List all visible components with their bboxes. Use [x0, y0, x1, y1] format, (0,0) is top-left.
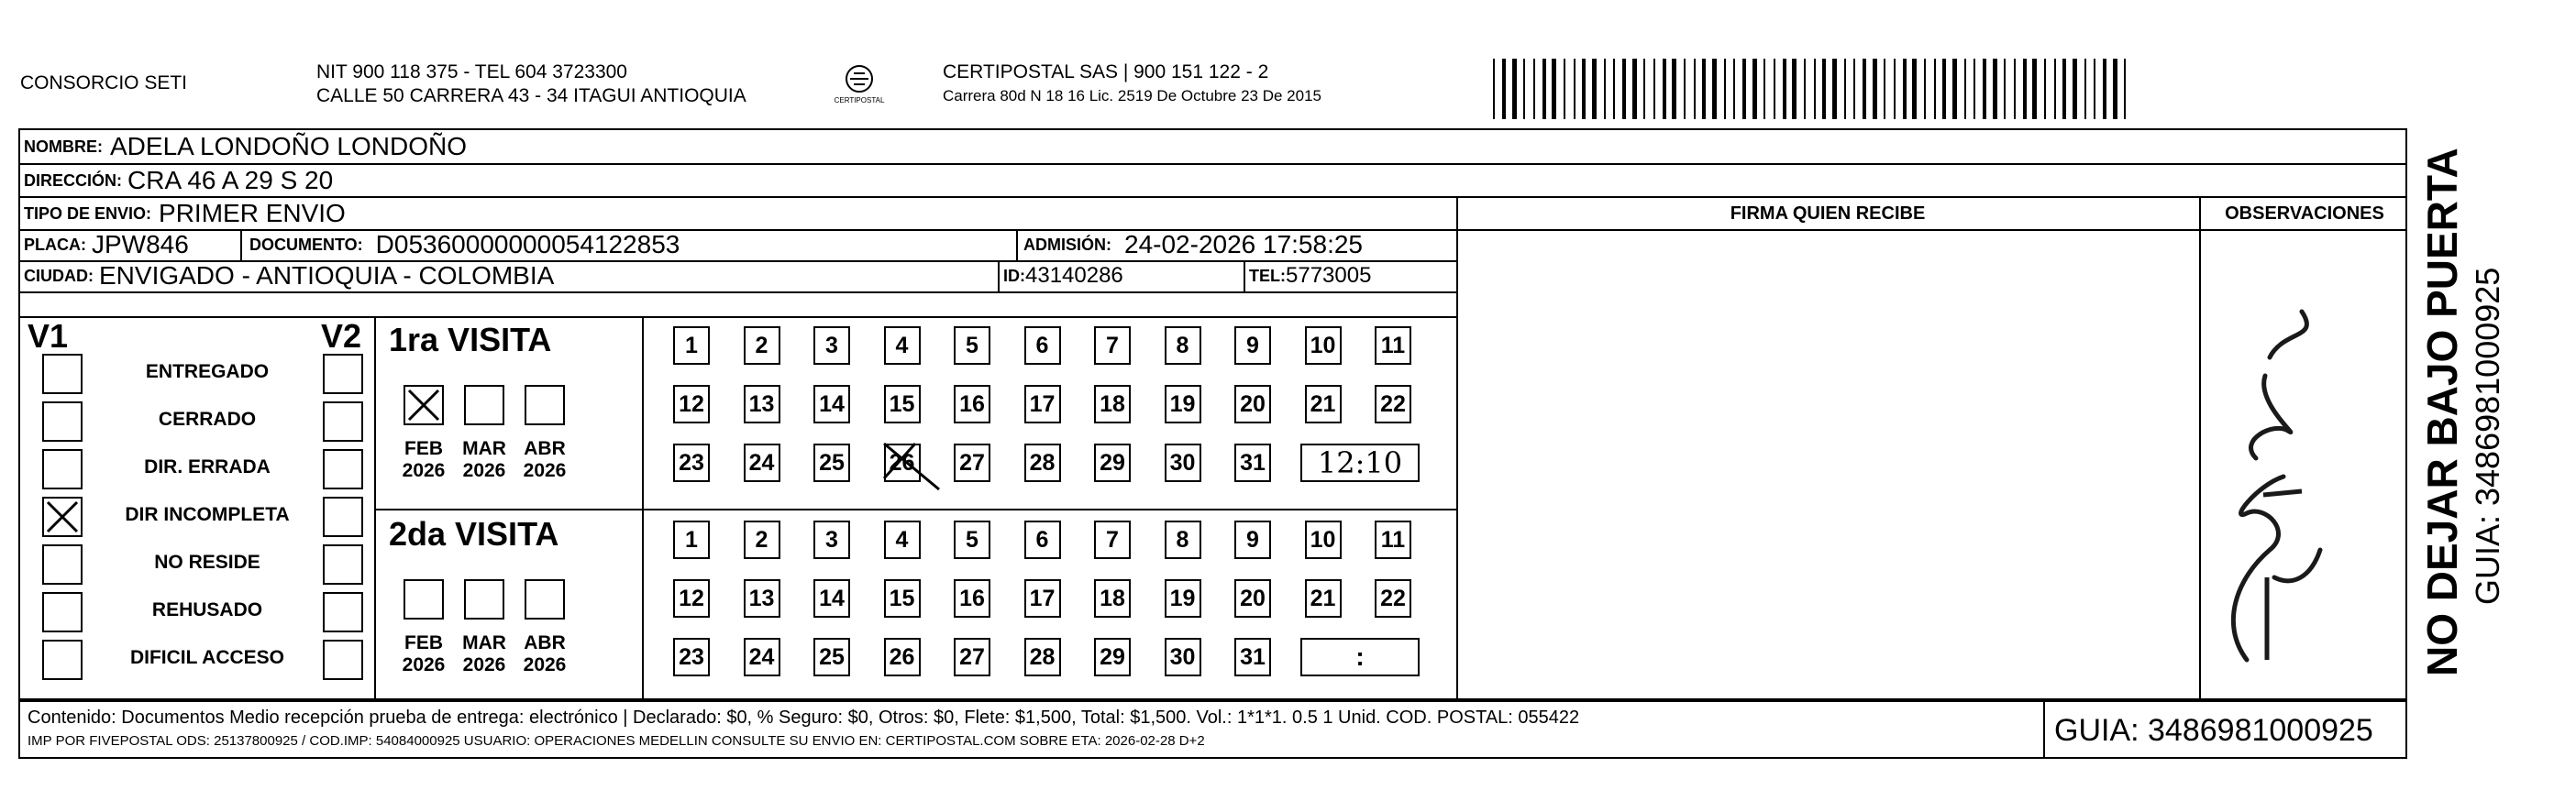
- month-label: MAR 2026: [462, 632, 506, 675]
- day-box[interactable]: 20: [1234, 579, 1271, 618]
- month-checkbox[interactable]: [464, 579, 504, 620]
- day-box[interactable]: 4: [884, 521, 921, 559]
- day-box[interactable]: 10: [1305, 326, 1342, 365]
- day-box[interactable]: 25: [813, 444, 850, 482]
- day-box[interactable]: 16: [954, 579, 990, 618]
- day-box[interactable]: 2: [744, 521, 780, 559]
- visit-title: 1ra VISITA: [389, 321, 552, 358]
- nit-line: NIT 900 118 375 - TEL 604 3723300: [316, 61, 627, 82]
- signature: [2183, 275, 2348, 678]
- day-box[interactable]: 1: [673, 326, 710, 365]
- placa-label: PLACA:: [24, 235, 86, 254]
- day-box[interactable]: 8: [1165, 326, 1201, 365]
- day-box[interactable]: 5: [954, 326, 990, 365]
- status-label: DIR. ERRADA: [144, 456, 271, 477]
- status-label: REHUSADO: [151, 599, 263, 620]
- day-box[interactable]: 13: [744, 579, 780, 618]
- month-label: MAR 2026: [462, 438, 506, 481]
- day-box[interactable]: 26: [884, 638, 921, 676]
- day-box[interactable]: 6: [1024, 521, 1061, 559]
- day-box[interactable]: 18: [1094, 385, 1131, 423]
- v1-checkbox[interactable]: [42, 592, 83, 632]
- day-box[interactable]: 13: [744, 385, 780, 423]
- day-box[interactable]: 15: [884, 579, 921, 618]
- status-label: DIFICIL ACCESO: [129, 647, 284, 668]
- direccion-value: CRA 46 A 29 S 20: [127, 166, 334, 194]
- tel-cell: [1249, 260, 1371, 291]
- admision-label: ADMISIÓN:: [1023, 235, 1111, 254]
- day-box[interactable]: 10: [1305, 521, 1342, 559]
- day-box[interactable]: 22: [1375, 579, 1411, 618]
- day-box[interactable]: 14: [813, 579, 850, 618]
- documento-label: DOCUMENTO:: [249, 235, 363, 254]
- day-box[interactable]: 27: [954, 638, 990, 676]
- v2-checkbox[interactable]: [323, 401, 363, 442]
- tipo-label: TIPO DE ENVIO:: [24, 203, 152, 223]
- day-box[interactable]: 2: [744, 326, 780, 365]
- month-label: ABR 2026: [523, 438, 567, 481]
- day-box[interactable]: 19: [1165, 385, 1201, 423]
- month-checkbox[interactable]: [525, 579, 565, 620]
- footer-guia: GUIA: 3486981000925: [2054, 713, 2373, 748]
- day-box[interactable]: 24: [744, 444, 780, 482]
- v1-checkbox[interactable]: [42, 401, 83, 442]
- status-label: NO RESIDE: [154, 552, 260, 573]
- tel-label: TEL:: [1249, 266, 1286, 285]
- day-box[interactable]: 28: [1024, 638, 1061, 676]
- day-box[interactable]: 17: [1024, 385, 1061, 423]
- nombre-label: NOMBRE:: [24, 137, 103, 156]
- month-checkbox[interactable]: [404, 385, 444, 425]
- license-line: Carrera 80d N 18 16 Lic. 2519 De Octubre 23 De 2015: [943, 87, 1321, 104]
- address-line: CALLE 50 CARRERA 43 - 34 ITAGUI ANTIOQUIA: [316, 85, 746, 106]
- day-box[interactable]: 12: [673, 579, 710, 618]
- ciudad-label: CIUDAD:: [24, 266, 94, 285]
- month-checkbox[interactable]: [464, 385, 504, 425]
- footer-contenido: Contenido: Documentos Medio recepción prueba de entrega: electrónico | Declarado: $0, % Seguro: $0, Otros: $0, Flete: $1,500, Total: $1,500. Vol.: 1*1*1. 0.5 1 Unid. COD. POSTAL: 055422: [28, 708, 1580, 728]
- month-checkbox[interactable]: [525, 385, 565, 425]
- firma-label: FIRMA QUIEN RECIBE: [1730, 203, 1926, 224]
- company-name: CONSORCIO SETI: [20, 72, 188, 93]
- v2-checkbox[interactable]: [323, 497, 363, 537]
- id-cell: [1003, 260, 1123, 291]
- id-label: ID:: [1003, 266, 1025, 285]
- day-box[interactable]: 30: [1165, 638, 1201, 676]
- time-box[interactable]: :: [1300, 638, 1420, 676]
- v1-checkbox[interactable]: [42, 449, 83, 489]
- v2-checkbox[interactable]: [323, 592, 363, 632]
- documento-cell: [249, 229, 680, 260]
- day-box[interactable]: 5: [954, 521, 990, 559]
- day-box[interactable]: 7: [1094, 521, 1131, 559]
- v2-checkbox[interactable]: [323, 354, 363, 394]
- observaciones-label: OBSERVACIONES: [2225, 203, 2384, 224]
- day-box[interactable]: 27: [954, 444, 990, 482]
- day-box[interactable]: 25: [813, 638, 850, 676]
- status-label: DIR INCOMPLETA: [125, 504, 290, 525]
- day-box[interactable]: 16: [954, 385, 990, 423]
- day-box[interactable]: 23: [673, 444, 710, 482]
- ciudad-cell: [24, 260, 554, 291]
- visit-title: 2da VISITA: [389, 515, 559, 553]
- day-box[interactable]: 21: [1305, 385, 1342, 423]
- ciudad-value: ENVIGADO - ANTIOQUIA - COLOMBIA: [99, 261, 555, 290]
- month-checkbox[interactable]: [404, 579, 444, 620]
- status-label: CERRADO: [158, 409, 257, 430]
- day-box[interactable]: 11: [1375, 326, 1411, 365]
- day-box[interactable]: 7: [1094, 326, 1131, 365]
- admision-cell: [1023, 229, 1363, 260]
- v1-label: V1: [28, 317, 69, 355]
- day-box[interactable]: 3: [813, 326, 850, 365]
- day-box[interactable]: 30: [1165, 444, 1201, 482]
- day-box[interactable]: 15: [884, 385, 921, 423]
- admision-value: 24-02-2026 17:58:25: [1124, 230, 1363, 258]
- side-warning: NO DEJAR BAJO PUERTA: [2418, 148, 2466, 676]
- day-box[interactable]: 31: [1234, 638, 1271, 676]
- side-guia: GUIA: 3486981000925: [2469, 267, 2506, 605]
- footer-imp: IMP POR FIVEPOSTAL ODS: 25137800925 / COD.IMP: 54084000925 USUARIO: OPERACIONES MEDELLIN CONSULTE SU ENVIO EN: CERTIPOSTAL.COM SOBRE ETA: 2026-02-28 D+2: [28, 733, 1205, 749]
- day-box[interactable]: 22: [1375, 385, 1411, 423]
- day-box[interactable]: 18: [1094, 579, 1131, 618]
- tipo-value: PRIMER ENVIO: [159, 199, 346, 227]
- day-box[interactable]: 23: [673, 638, 710, 676]
- v2-checkbox[interactable]: [323, 449, 363, 489]
- tel-value: 5773005: [1286, 263, 1372, 288]
- day-box[interactable]: 14: [813, 385, 850, 423]
- month-label: FEB 2026: [402, 632, 446, 675]
- direccion-label: DIRECCIÓN:: [24, 170, 122, 190]
- v1-checkbox[interactable]: [42, 354, 83, 394]
- certipostal-logo: [822, 60, 897, 108]
- day-box[interactable]: 6: [1024, 326, 1061, 365]
- placa-value: JPW846: [92, 230, 189, 258]
- status-label: ENTREGADO: [145, 361, 270, 382]
- v1-checkbox[interactable]: [42, 640, 83, 680]
- v1-checkbox[interactable]: [42, 497, 83, 537]
- day-box[interactable]: 4: [884, 326, 921, 365]
- day-box[interactable]: 20: [1234, 385, 1271, 423]
- day-box[interactable]: 31: [1234, 444, 1271, 482]
- v2-label: V2: [321, 317, 362, 355]
- tipo-row: [24, 197, 346, 230]
- id-value: 43140286: [1025, 263, 1123, 288]
- nombre-row: [24, 130, 467, 163]
- v1-checkbox[interactable]: [42, 544, 83, 585]
- v2-checkbox[interactable]: [323, 640, 363, 680]
- day-box[interactable]: 19: [1165, 579, 1201, 618]
- nombre-value: ADELA LONDOÑO LONDOÑO: [110, 132, 467, 160]
- day-box[interactable]: 9: [1234, 326, 1271, 365]
- time-box[interactable]: 12:10: [1300, 444, 1420, 482]
- day-box[interactable]: 28: [1024, 444, 1061, 482]
- month-label: FEB 2026: [402, 438, 446, 481]
- day-box[interactable]: 21: [1305, 579, 1342, 618]
- direccion-row: [24, 164, 333, 197]
- day-box[interactable]: 29: [1094, 444, 1131, 482]
- day-box[interactable]: 26: [884, 444, 921, 482]
- day-box[interactable]: 1: [673, 521, 710, 559]
- documento-value: D05360000000054122853: [375, 230, 680, 258]
- day-box[interactable]: 3: [813, 521, 850, 559]
- barcode: [1493, 59, 2135, 119]
- day-box[interactable]: 8: [1165, 521, 1201, 559]
- logo-text: CERTIPOSTAL: [834, 96, 885, 104]
- v2-checkbox[interactable]: [323, 544, 363, 585]
- day-box[interactable]: 11: [1375, 521, 1411, 559]
- day-box[interactable]: 9: [1234, 521, 1271, 559]
- month-label: ABR 2026: [523, 632, 567, 675]
- carrier-line: CERTIPOSTAL SAS | 900 151 122 - 2: [943, 61, 1269, 82]
- day-box[interactable]: 24: [744, 638, 780, 676]
- day-box[interactable]: 12: [673, 385, 710, 423]
- day-box[interactable]: 17: [1024, 579, 1061, 618]
- day-box[interactable]: 29: [1094, 638, 1131, 676]
- placa-cell: [24, 229, 189, 260]
